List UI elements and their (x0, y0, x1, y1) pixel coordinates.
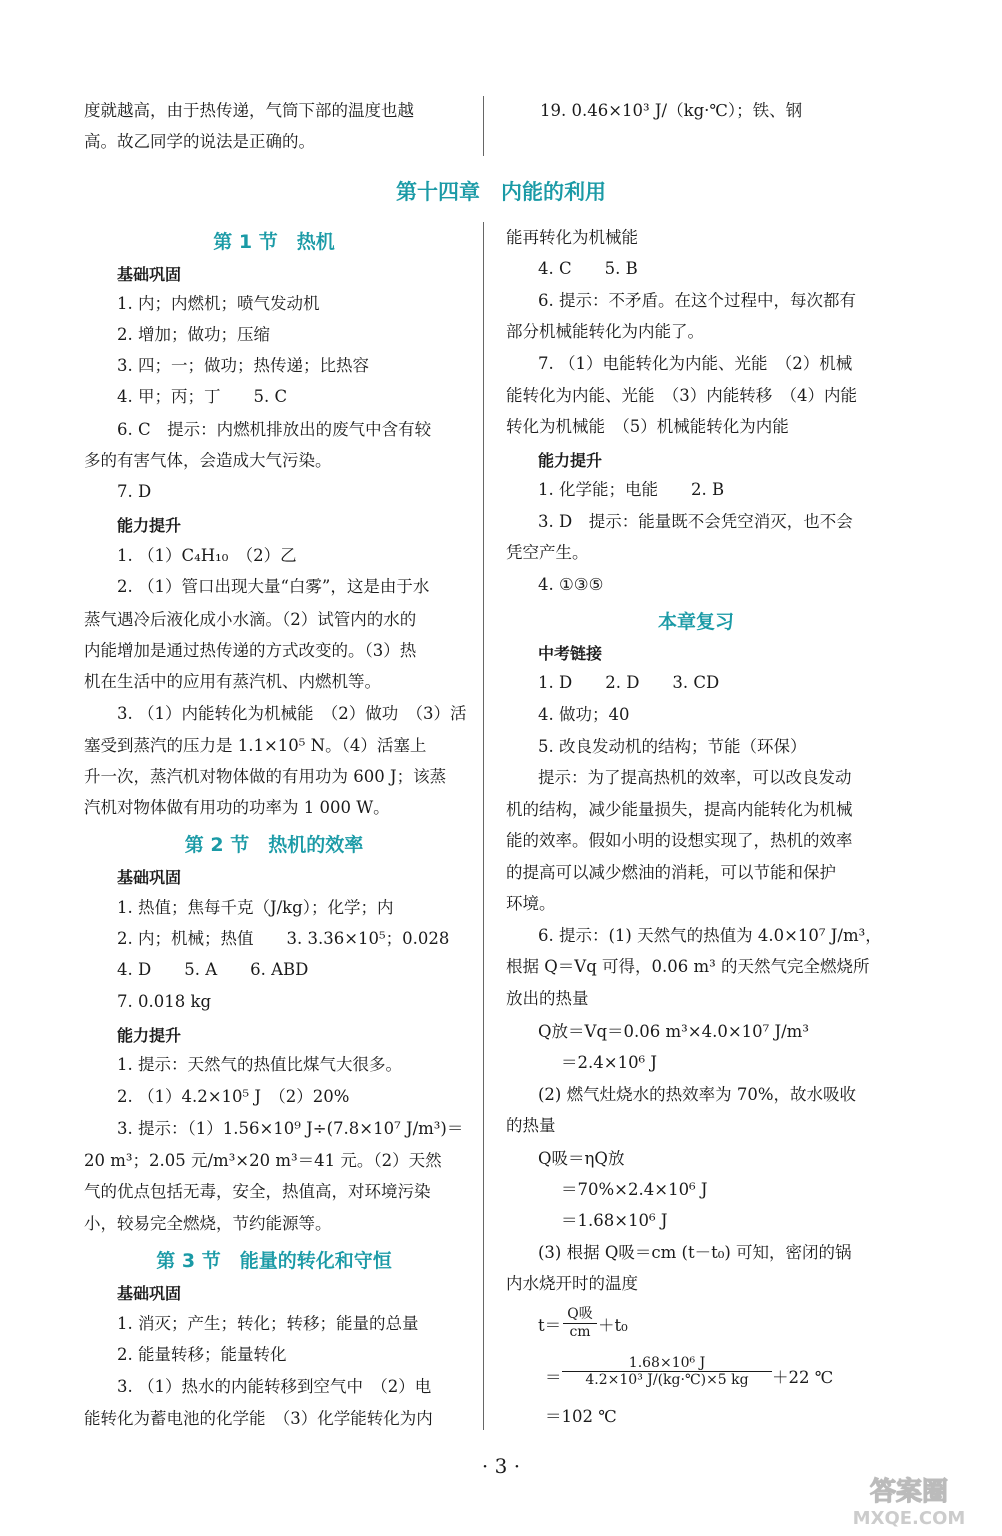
text-line: 4. 甲；丙；丁 5. C (117, 387, 288, 406)
formula-eq: ＝ (545, 1368, 562, 1387)
subheading: 能力提升 (117, 1026, 182, 1045)
text-line: 能的效率。假如小明的设想实现了，热机的效率 (506, 831, 853, 850)
text-line: 机在生活中的应用有蒸汽机、内燃机等。 (84, 672, 381, 691)
formula-line: ＝70%×2.4×10⁶ J (561, 1180, 708, 1199)
section-title: 本章复习 (657, 611, 734, 633)
text-line: 1. 热值；焦每千克（J/kg）；化学；内 (117, 898, 394, 917)
text-line: 内能增加是通过热传递的方式改变的。（3）热 (84, 641, 417, 660)
text-line: 1. 内；内燃机；喷气发动机 (117, 294, 320, 313)
fraction (562, 1355, 772, 1388)
text-line: 3. D 提示：能量既不会凭空消灭，也不会 (538, 512, 853, 531)
text-line: 能转化为内能、光能 （3）内能转移 （4）内能 (506, 386, 857, 405)
text-line: 2. （1）管口出现大量“白雾”，这是由于水 (117, 577, 430, 596)
text-line: 2. 能量转移；能量转化 (117, 1345, 287, 1364)
text-line: 1. （1）C₄H₁₀ （2）乙 (117, 546, 297, 565)
formula-line: ＝2.4×10⁶ J (561, 1053, 658, 1072)
text-line: 机的结构，减少能量损失，提高内能转化为机械 (506, 800, 853, 819)
text-line: 3. 提示：（1）1.56×10⁹ J÷(7.8×10⁷ J/m³)＝ (117, 1119, 464, 1138)
fraction-denominator: 4.2×10³ J/(kg·℃)×5 kg (562, 1371, 772, 1388)
text-line: 汽机对物体做有用功的功率为 1 000 W。 (84, 798, 390, 817)
formula-line: Q吸＝ηQ放 (538, 1149, 625, 1168)
text-line: 4. D 5. A 6. ABD (117, 960, 309, 979)
formula-plus: ＋22 ℃ (772, 1368, 834, 1387)
text-line: 内水烧开时的温度 (506, 1274, 638, 1293)
text-line: 高。故乙同学的说法是正确的。 (84, 132, 315, 151)
text-line: 能转化为蓄电池的化学能 （3）化学能转化为内 (84, 1409, 433, 1428)
subheading: 能力提升 (538, 451, 603, 470)
fraction-numerator: 1.68×10⁶ J (628, 1355, 706, 1371)
text-line: 蒸气遇冷后液化成小水滴。（2）试管内的水的 (84, 610, 417, 629)
text-line: 4. C 5. B (538, 259, 638, 278)
text-line: 的热量 (506, 1116, 556, 1135)
column-divider (483, 222, 484, 1430)
text-line: 部分机械能转化为内能了。 (506, 322, 704, 341)
text-line: 6. 提示：(1) 天然气的热值为 4.0×10⁷ J/m³， (538, 926, 882, 945)
formula-line: Q放＝Vq＝0.06 m³×4.0×10⁷ J/m³ (538, 1022, 809, 1041)
subheading: 基础巩固 (117, 1284, 182, 1303)
text-line: 塞受到蒸汽的压力是 1.1×10⁵ N。（4）活塞上 (84, 736, 427, 755)
text-line: 提示：为了提高热机的效率，可以改良发动 (538, 768, 852, 787)
formula-line: ＝1.68×10⁶ J (561, 1211, 668, 1230)
text-line: 气的优点包括无毒，安全，热值高，对环境污染 (84, 1182, 431, 1201)
subheading: 中考链接 (538, 644, 603, 663)
section-title: 第 2 节 热机的效率 (184, 834, 364, 856)
text-line: (3) 根据 Q吸＝cm (t－t₀) 可知，密闭的锅 (538, 1243, 852, 1262)
text-line: 4. 做功；40 (538, 705, 630, 724)
text-line: 7. （1）电能转化为内能、光能 （2）机械 (538, 354, 853, 373)
text-line: 根据 Q＝Vq 可得，0.06 m³ 的天然气完全燃烧所 (506, 957, 870, 976)
subheading: 基础巩固 (117, 868, 182, 887)
text-line: (2) 燃气灶烧水的热效率为 70%，故水吸收 (538, 1085, 857, 1104)
watermark-url: MXQE.COM (852, 1508, 966, 1529)
subheading: 基础巩固 (117, 265, 182, 284)
text-line: 3. （1）热水的内能转移到空气中 （2）电 (117, 1377, 432, 1396)
text-line: 度就越高，由于热传递，气筒下部的温度也越 (84, 101, 414, 120)
text-line: 6. 提示：不矛盾。在这个过程中，每次都有 (538, 291, 856, 310)
text-line: 1. D 2. D 3. CD (538, 673, 720, 692)
section-title: 第 1 节 热机 (213, 231, 335, 253)
fraction-denominator: cm (563, 1323, 597, 1340)
text-line: 凭空产生。 (506, 543, 589, 562)
formula-plus: ＋t₀ (598, 1316, 628, 1335)
subheading: 能力提升 (117, 516, 182, 535)
text-line: 环境。 (506, 894, 556, 913)
text-line: 19. 0.46×10³ J/（kg·℃）；铁、钢 (540, 101, 803, 120)
watermark-logo (834, 1470, 984, 1530)
text-line: 放出的热量 (506, 989, 589, 1008)
text-line: 1. 化学能；电能 2. B (538, 480, 725, 499)
text-line: 6. C 提示：内燃机排放出的废气中含有较 (117, 420, 432, 439)
text-line: 2. （1）4.2×10⁵ J （2）20% (117, 1087, 350, 1106)
text-line: 3. （1）内能转化为机械能 （2）做功 （3）活 (117, 704, 467, 723)
page-number: · 3 · (481, 1454, 521, 1478)
text-line: 1. 消灭；产生；转化；转移；能量的总量 (117, 1314, 419, 1333)
formula-t: t＝ (538, 1316, 562, 1335)
text-line: 升一次，蒸汽机对物体做的有用功为 600 J；该蒸 (84, 767, 447, 786)
text-line: 5. 改良发动机的结构；节能（环保） (538, 737, 807, 756)
chapter-title: 第十四章 内能的利用 (396, 180, 606, 204)
text-line: 的提高可以减少燃油的消耗，可以节能和保护 (506, 863, 836, 882)
fraction-numerator: Q吸 (567, 1306, 593, 1322)
text-line: 1. 提示：天然气的热值比煤气大很多。 (117, 1055, 402, 1074)
text-line: 2. 增加；做功；压缩 (117, 325, 270, 344)
text-line: 7. D (117, 482, 152, 501)
text-line: 小，较易完全燃烧，节约能源等。 (84, 1214, 332, 1233)
watermark-text: 答案圈 (869, 1477, 949, 1507)
column-divider (483, 96, 484, 156)
text-line: 3. 四；一；做功；热传递；比热容 (117, 356, 369, 375)
text-line: 多的有害气体，会造成大气污染。 (84, 451, 332, 470)
fraction (563, 1303, 597, 1340)
text-line: 7. 0.018 kg (117, 992, 212, 1011)
text-line: 2. 内；机械；热值 3. 3.36×10⁵；0.028 (117, 929, 450, 948)
text-line: 4. ①③⑤ (538, 575, 604, 594)
section-title: 第 3 节 能量的转化和守恒 (156, 1250, 392, 1272)
text-line: 20 m³；2.05 元/m³×20 m³＝41 元。（2）天然 (84, 1151, 442, 1170)
text-line: 转化为机械能 （5）机械能转化为内能 (506, 417, 789, 436)
formula-result: ＝102 ℃ (545, 1407, 617, 1426)
text-line: 能再转化为机械能 (506, 228, 638, 247)
